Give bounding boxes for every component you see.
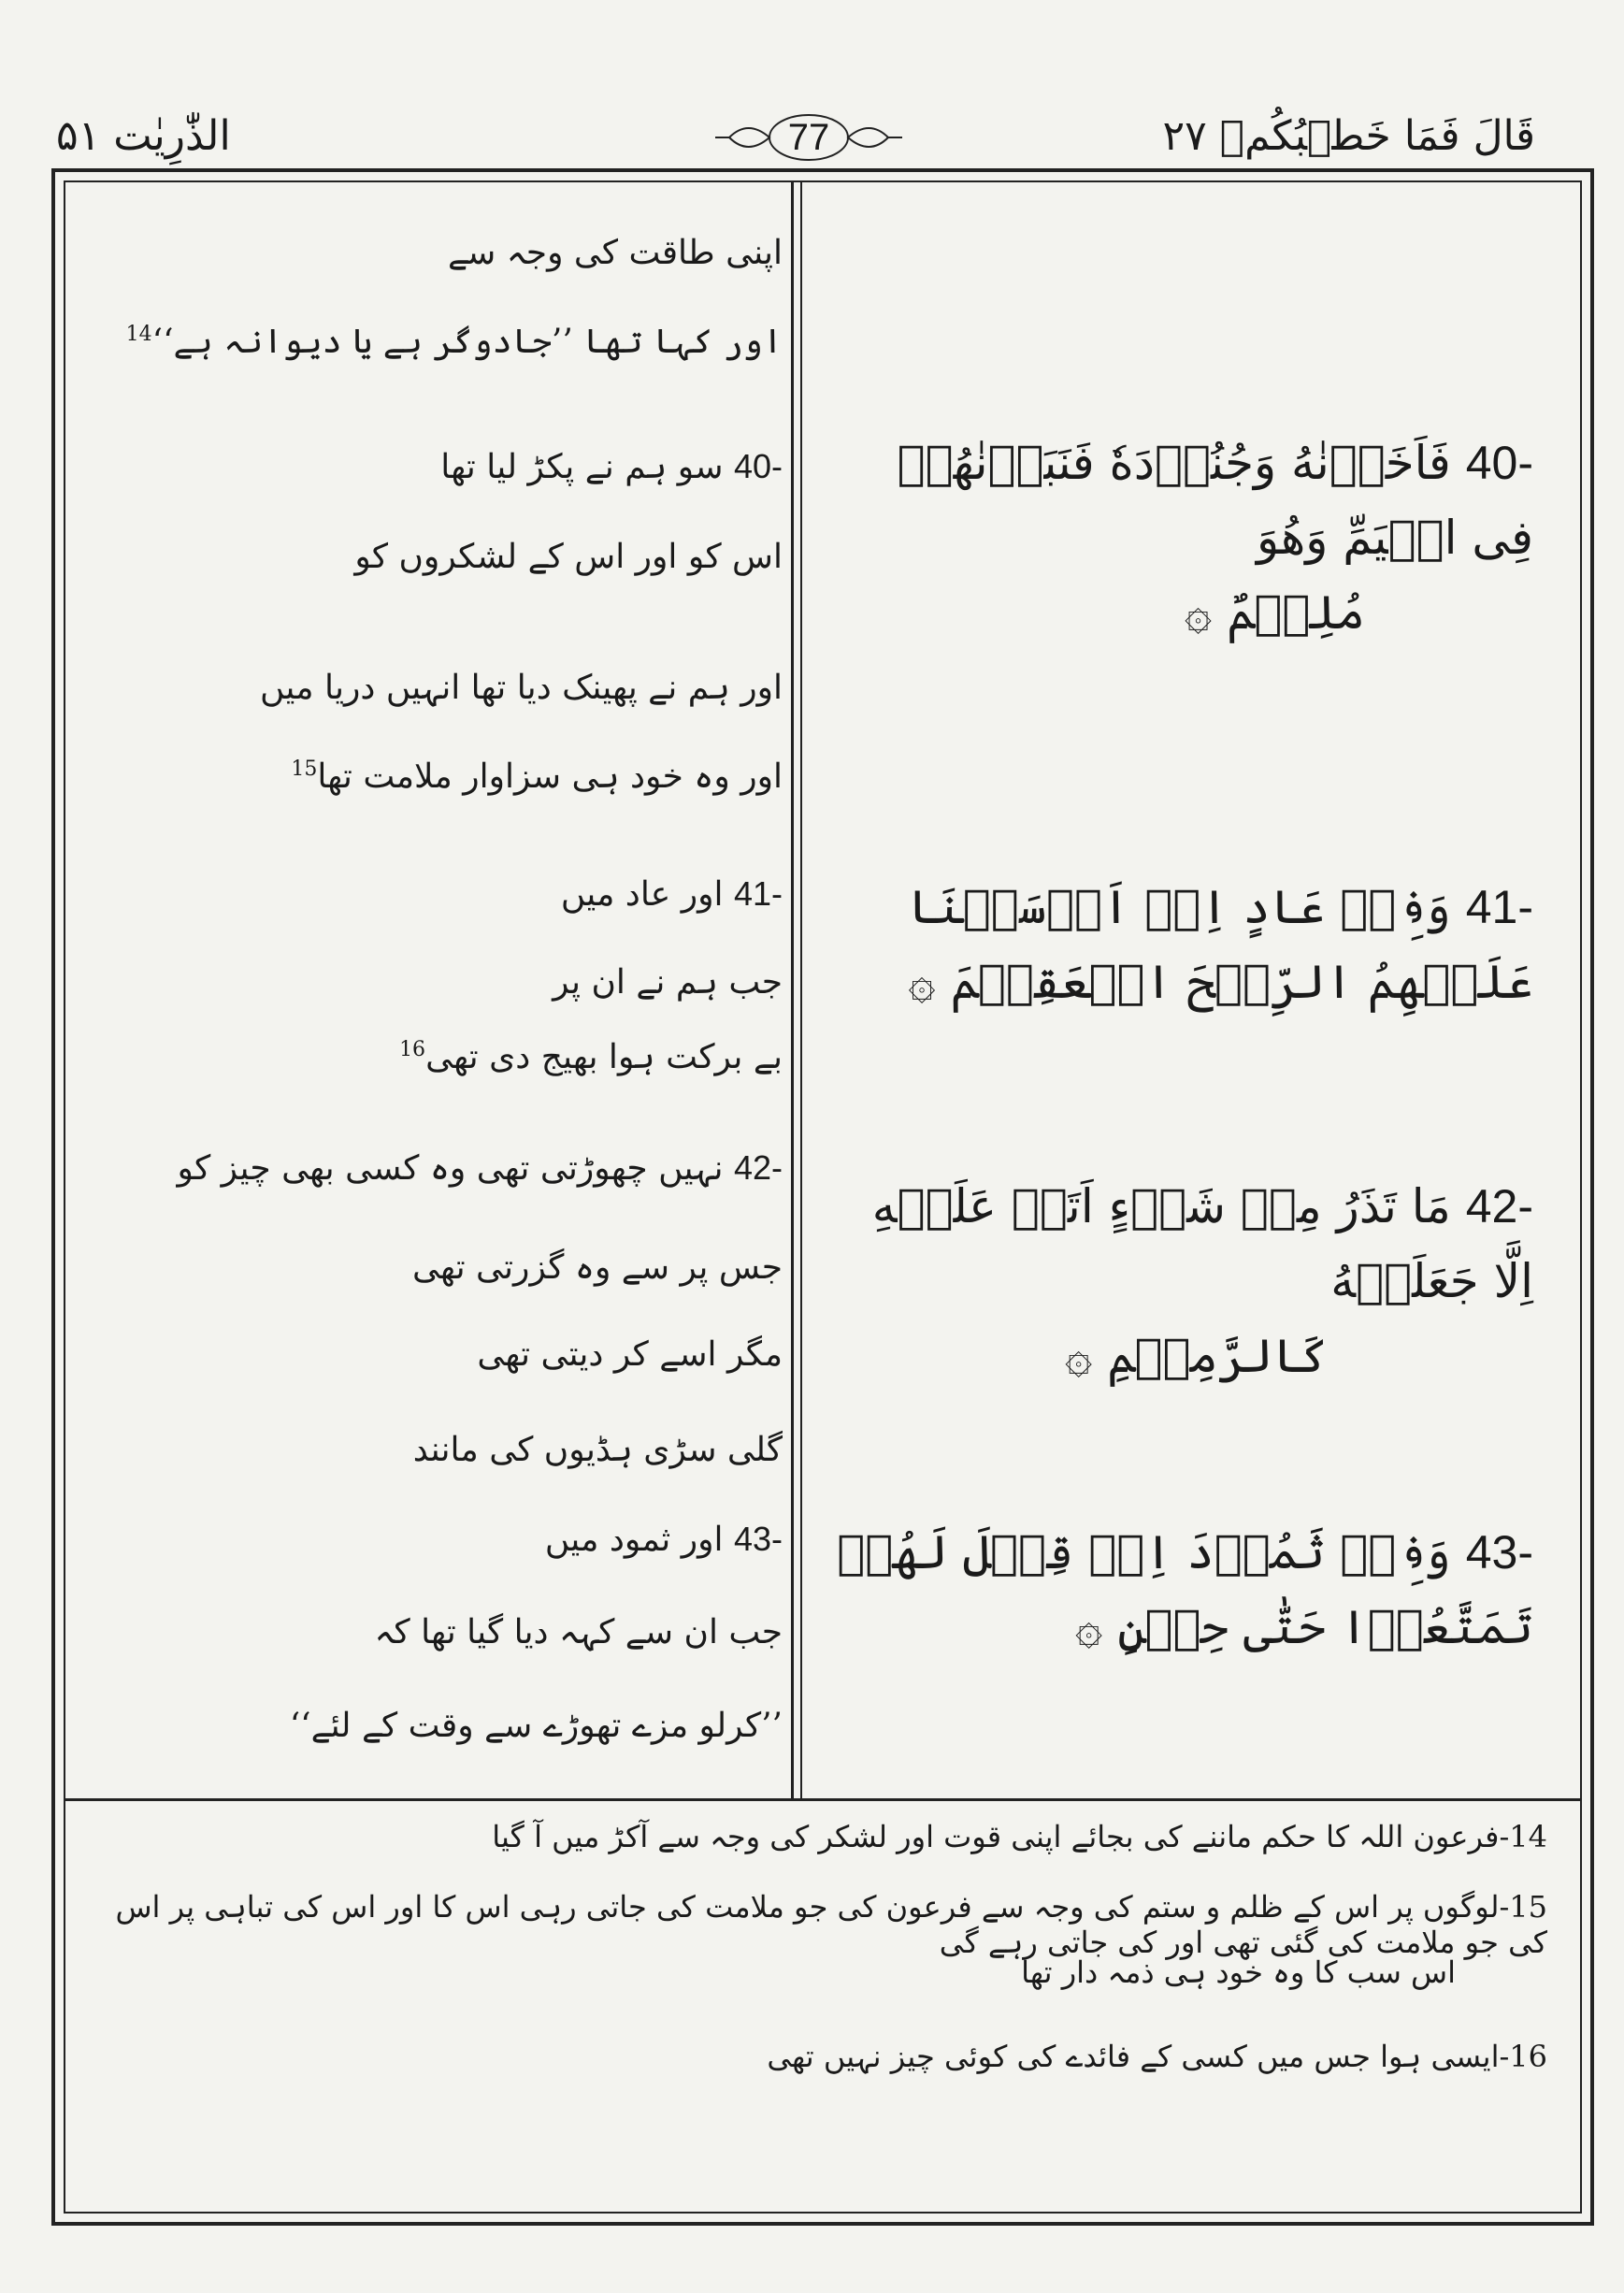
verse-number: 40- [733, 447, 783, 485]
juz-title: قَالَ فَمَا خَطۡبُكُمۡ ۲۷ [1162, 112, 1535, 160]
verse-number: 42- [733, 1148, 783, 1187]
translation-line: 42- نہیں چھوڑتی تھی وہ کسی بھی چیز کو [177, 1148, 783, 1188]
verse-41: 41- وَفِىۡ عَادٍ اِذۡ اَرۡسَلۡنَا عَلَيۡهِمُ الرِّيۡحَ الۡعَقِيۡمَ ۞ [908, 880, 1533, 1009]
translation-line: 43- اور ثمود میں [544, 1520, 783, 1559]
translation-line: جب ہم نے ان پر [553, 963, 783, 1002]
verse-42: 42- مَا تَذَرُ مِنۡ شَىۡءٍ اَتَتۡ عَلَيۡهِ اِلَّا جَعَلَتۡهُ كَالرَّمِيۡمِ ۞ [871, 1179, 1533, 1383]
footnote: 14-فرعون اللہ کا حکم ماننے کی بجائے اپنی قوت اور لشکر کی وجہ سے آکڑ میں آ گیا [492, 1819, 1547, 1854]
footnote: 15-لوگوں پر اس کے ظلم و ستم کی وجہ سے فرعون کی جو ملامت کی جاتی رہی اس کا اور اس کی تباہی پر اس کی جو ملامت کی گئی تھی اور کی جاتی رہے گی [115, 1889, 1547, 1960]
translation-line: جب ان سے کہہ دیا گیا تھا کہ [374, 1613, 783, 1651]
translation-line: گلی سڑی ہڈیوں کی مانند [412, 1431, 783, 1469]
translation-line: اس کو اور اس کے لشکروں کو [354, 538, 783, 576]
translation-line: مگر اسے کر دیتی تھی [477, 1335, 783, 1374]
translation-line: 41- اور عاد میں [560, 874, 783, 914]
verse-number: 42- [1465, 1180, 1533, 1233]
verse-number: 40- [1465, 437, 1533, 489]
footnote: اس سب کا وہ خود ہی ذمہ دار تھا [1021, 1954, 1456, 1990]
verse-number: 43- [733, 1520, 783, 1558]
translation-line: اپنی طاقت کی وجہ سے [448, 234, 783, 272]
translation-line: جس پر سے وہ گزرتی تھی [411, 1248, 783, 1287]
translation-line: بے برکت ہوا بھیج دی تھی$^{16}$ [399, 1038, 783, 1076]
surah-title: الذّٰرِيٰت ۵۱ [56, 112, 231, 160]
column-divider-inner [800, 180, 802, 1798]
footnote: 16-ایسی ہوا جس میں کسی کے فائدے کی کوئی چیز نہیں تھی [767, 2039, 1547, 2074]
translation-line: اور وہ خود ہی سزاوار ملامت تھا$^{15}$ [291, 757, 783, 796]
footnote-ref: 14 [125, 323, 152, 346]
verse-number: 41- [1465, 881, 1533, 933]
verse-40: 40- فَاَخَذۡنٰهُ وَجُنُوۡدَهٗ فَنَبَذۡنٰهُمۡ فِى الۡيَمِّ وَهُوَ مُلِيۡمٌ ۞ [897, 436, 1533, 640]
translation-line: اور کہا تھا ’’جادوگر ہے یا دیوانہ ہے‘‘$^{14}$ [125, 323, 783, 361]
footnote-ref: 16 [399, 1038, 426, 1061]
translation-line: 40- سو ہم نے پکڑ لیا تھا [440, 447, 783, 486]
page-number-badge [711, 105, 907, 170]
verse-43: 43- وَفِىۡ ثَمُوۡدَ اِذۡ قِيۡلَ لَهُمۡ تَمَتَّعُوۡا حَتّٰى حِيۡنٍ ۞ [837, 1525, 1533, 1654]
translation-line: ’’کرلو مزے تھوڑے سے وقت کے لئے‘‘ [289, 1707, 783, 1745]
column-divider [791, 180, 794, 1798]
verse-number: 41- [733, 874, 783, 913]
page-number: 77 [787, 116, 830, 158]
footnote-divider [64, 1798, 1582, 1801]
verse-number: 43- [1465, 1526, 1533, 1579]
translation-line: اور ہم نے پھینک دیا تھا انہیں دریا میں [260, 669, 783, 707]
footnote-ref: 15 [291, 757, 318, 781]
